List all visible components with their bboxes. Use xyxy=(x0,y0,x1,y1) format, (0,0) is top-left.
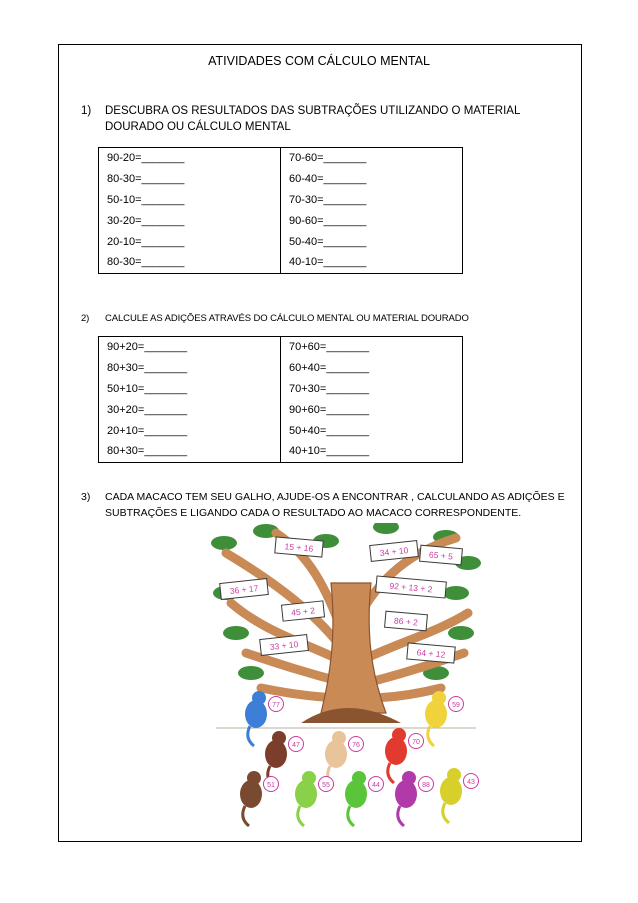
exercise-cell[interactable]: 20+10=_______ xyxy=(99,420,281,441)
leaf-cluster xyxy=(211,536,237,550)
tree-roots xyxy=(301,708,401,723)
sign-label: 64 + 12 xyxy=(416,647,446,660)
leaf-cluster xyxy=(448,626,474,640)
monkey-head xyxy=(247,771,261,785)
exercise-cell[interactable]: 50-40=_______ xyxy=(281,231,463,252)
question-text: CALCULE AS ADIÇÕES ATRAVÉS DO CÁLCULO MENTAL OU MATERIAL DOURADO xyxy=(105,313,469,324)
sign-label: 65 + 5 xyxy=(428,549,454,562)
monkey-number: 43 xyxy=(467,779,475,786)
exercise-cell[interactable]: 60-40=_______ xyxy=(281,169,463,190)
exercise-cell[interactable]: 70-60=_______ xyxy=(281,148,463,169)
table-row xyxy=(99,148,463,169)
monkey-head xyxy=(332,731,346,745)
exercise-cell[interactable]: 70+60=_______ xyxy=(281,337,463,358)
monkey-head xyxy=(392,728,406,742)
sign-label: 92 + 13 + 2 xyxy=(389,580,433,595)
table-row xyxy=(99,337,463,358)
question-number: 3) xyxy=(81,491,91,503)
exercise-cell[interactable]: 90+20=_______ xyxy=(99,337,281,358)
table-row xyxy=(99,399,463,420)
sign-label: 15 + 16 xyxy=(284,541,314,554)
table-row xyxy=(99,169,463,190)
exercise-cell[interactable]: 50-10=_______ xyxy=(99,190,281,211)
monkey-tail xyxy=(428,726,434,746)
exercise-cell[interactable]: 50+10=_______ xyxy=(99,379,281,400)
table-row xyxy=(99,441,463,462)
exercise-cell[interactable]: 90-60=_______ xyxy=(281,210,463,231)
monkey-number: 88 xyxy=(422,782,430,789)
question-number: 1) xyxy=(81,105,92,117)
monkey-tree-illustration xyxy=(206,523,486,837)
monkey-tail xyxy=(398,806,404,826)
table-row xyxy=(99,190,463,211)
exercise-cell[interactable]: 40+10=_______ xyxy=(281,441,463,462)
monkey-number: 77 xyxy=(272,702,280,709)
exercise-cell[interactable]: 40-10=_______ xyxy=(281,252,463,273)
leaf-cluster xyxy=(443,586,469,600)
monkey-tail xyxy=(443,803,449,823)
question-text: CADA MACACO TEM SEU GALHO, AJUDE-OS A ENCONTRAR , CALCULANDO AS ADIÇÕES E SUBTRAÇÕES E LIGANDO CADA O RESULTADO AO MACACO CORRESPONDENTE. xyxy=(105,491,565,519)
leaf-cluster xyxy=(223,626,249,640)
sign-label: 34 + 10 xyxy=(379,545,409,558)
monkey-head xyxy=(302,771,316,785)
monkey-number: 47 xyxy=(292,742,300,749)
monkey-number: 44 xyxy=(372,782,380,789)
page-title: ATIVIDADES COM CÁLCULO MENTAL xyxy=(208,54,430,68)
exercise-cell[interactable]: 30-20=_______ xyxy=(99,210,281,231)
exercise-cell[interactable]: 90-20=_______ xyxy=(99,148,281,169)
table-row xyxy=(99,231,463,252)
question-number: 2) xyxy=(81,313,90,324)
exercise-cell[interactable]: 50+40=_______ xyxy=(281,420,463,441)
exercise-cell[interactable]: 80-30=_______ xyxy=(99,252,281,273)
table-row xyxy=(99,358,463,379)
exercise-cell[interactable]: 80+30=_______ xyxy=(99,441,281,462)
exercise-cell[interactable]: 70+30=_______ xyxy=(281,379,463,400)
exercise-cell[interactable]: 20-10=_______ xyxy=(99,231,281,252)
exercise-cell[interactable]: 90+60=_______ xyxy=(281,399,463,420)
sign-label: 45 + 2 xyxy=(290,605,316,618)
table-row xyxy=(99,252,463,273)
exercise-cell[interactable]: 30+20=_______ xyxy=(99,399,281,420)
monkey-tail xyxy=(388,763,394,783)
exercise-cell[interactable]: 80-30=_______ xyxy=(99,169,281,190)
monkey-number: 59 xyxy=(452,702,460,709)
leaf-cluster xyxy=(238,666,264,680)
exercise-cell[interactable]: 80+30=_______ xyxy=(99,358,281,379)
monkey-number: 51 xyxy=(267,782,275,789)
leaf-cluster xyxy=(373,523,399,534)
tree-drawing xyxy=(206,523,486,837)
monkey-head xyxy=(272,731,286,745)
addition-table xyxy=(98,336,463,463)
monkey-tail xyxy=(348,806,354,826)
monkey-number: 55 xyxy=(322,782,330,789)
monkey-head xyxy=(402,771,416,785)
subtraction-table xyxy=(98,147,463,274)
table-row xyxy=(99,210,463,231)
exercise-cell[interactable]: 70-30=_______ xyxy=(281,190,463,211)
sign-label: 36 + 17 xyxy=(229,583,259,596)
table-row xyxy=(99,379,463,400)
monkey-head xyxy=(352,771,366,785)
sign-label: 33 + 10 xyxy=(269,639,299,652)
monkey-head xyxy=(432,691,446,705)
monkey-tail xyxy=(243,806,249,826)
exercise-cell[interactable]: 60+40=_______ xyxy=(281,358,463,379)
monkey-head xyxy=(252,691,266,705)
table-row xyxy=(99,420,463,441)
sign-label: 86 + 2 xyxy=(393,615,419,628)
monkey-head xyxy=(447,768,461,782)
question-text: DESCUBRA OS RESULTADOS DAS SUBTRAÇÕES UTILIZANDO O MATERIAL DOURADO OU CÁLCULO MENTAL xyxy=(105,105,520,133)
monkey-tail xyxy=(298,806,304,826)
monkey-number: 70 xyxy=(412,739,420,746)
monkey-tail xyxy=(248,726,254,746)
monkey-number: 76 xyxy=(352,742,360,749)
